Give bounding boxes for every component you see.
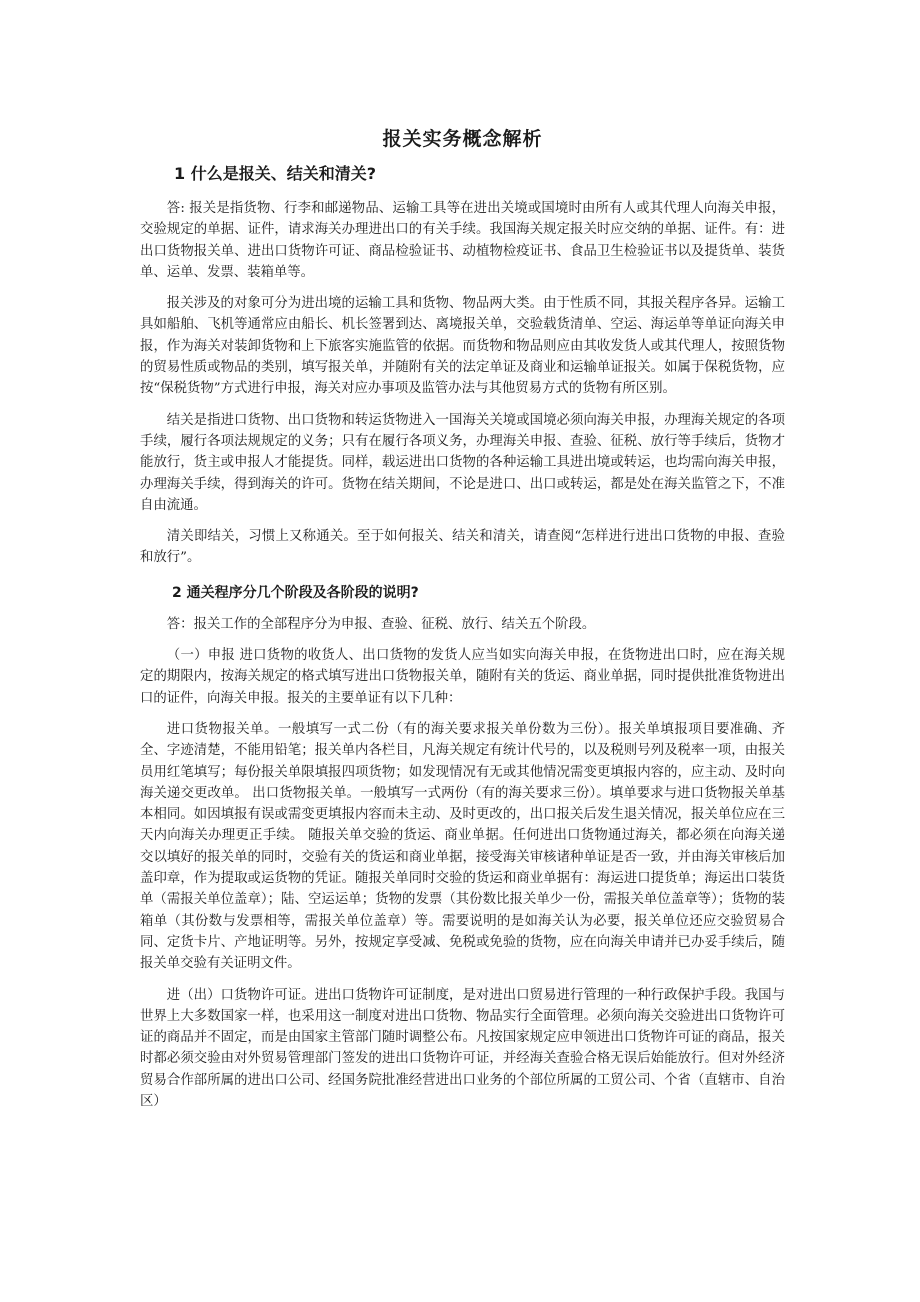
section-2-heading: 2 通关程序分几个阶段及各阶段的说明? [172, 584, 419, 601]
section-1-heading: 1 什么是报关、结关和清关? [174, 164, 376, 183]
paragraph: 进（出）口货物许可证。进出口货物许可证制度，是对进出口贸易进行管理的一种行政保护手段。我国与世界上大多数国家一样，也采用这一制度对进出口货物、物品实行全面管理。必须向海关交验进出口货物许可证的商品并不固定，而是由国家主管部门随时调整公布。凡按国家规定应申领进出口货物许可证的商品，报关时都必须交验由对外贸易管理部门签发的进出口货物许可证，并经海关查验合格无误后始能放行。但对外经济贸易合作部所属的进出口公司、经国务院批准经营进出口业务的个部位所属的工贸公司、个省（直辖市、自治区） [140, 987, 785, 1109]
document-page [140, 0, 785, 1112]
paragraph: 答: 报关是指货物、行李和邮递物品、运输工具等在进出关境或国境时由所有人或其代理人向海关申报，交验规定的单据、证件，请求海关办理进出口的有关手续。我国海关规定报关时应交纳的单据、证件。有：进出口货物报关单、进出口货物许可证、商品检验证书、动植物检疫证书、食品卫生检验证书以及提货单、装货单、运单、发票、装箱单等。 [140, 201, 785, 280]
page-title: 报关实务概念解析 [382, 128, 543, 150]
paragraph: （一）申报 进口货物的收货人、出口货物的发货人应当如实向海关申报，在货物进出口时，应在海关规定的期限内，按海关规定的格式填写进出口货物报关单，随附有关的货运、商业单据，同时提供批准货物进出口的证件，向海关申报。报关的主要单证有以下几种： [140, 648, 785, 706]
paragraph: 清关即结关，习惯上又称通关。至于如何报关、结关和清关，请查阅“怎样进行进出口货物的申报、查验和放行”。 [140, 529, 785, 566]
paragraph: 进口货物报关单。一般填写一式二份（有的海关要求报关单份数为三份）。报关单填报项目要准确、齐全、字迹清楚，不能用铅笔；报关单内各栏目，凡海关规定有统计代号的，以及税则号列及税率一项，由报关员用红笔填写；每份报关单限填报四项货物；如发现情况有无或其他情况需变更填报内容的，应主动、及时向海关递交更改单。 出口货物报关单。一般填写一式两份（有的海关要求三份）。填单要求与进口货物报关单基本相同。如因填报有误或需变更填报内容而未主动、及时更改的，出口报关后发生退关情况，报关单位应在三天内向海关办理更正手续。 随报关单交验的货运、商业单据。任何进出口货物通过海关，都必须在向海关递交以填好的报关单的同时，交验有关的货运和商业单据，接受海关审核诸种单证是否一致，并由海关审核后加盖印章，作为提取或运货物的凭证。随报关单同时交验的货运和商业单据有：海运进口提货单；海运出口装货单（需报关单位盖章）；陆、空运运单；货物的发票（其份数比报关单少一份，需报关单位盖章等）；货物的装箱单（其份数与发票相等，需报关单位盖章）等。需要说明的是如海关认为必要，报关单位还应交验贸易合同、定货卡片、产地证明等。另外，按规定享受减、免税或免验的货物，应在向海关申请并已办妥手续后，随报关单交验有关证明文件。 [140, 721, 785, 972]
paragraph: 答：报关工作的全部程序分为申报、查验、征税、放行、结关五个阶段。 [166, 616, 596, 632]
paragraph: 报关涉及的对象可分为进出境的运输工具和货物、物品两大类。由于性质不同，其报关程序各异。运输工具如船舶、飞机等通常应由船长、机长签署到达、离境报关单，交验载货清单、空运、海运单等单证向海关申报，作为海关对装卸货物和上下旅客实施监管的依据。而货物和物品则应由其收发货人或其代理人，按照货物的贸易性质或物品的类别，填写报关单，并随附有关的法定单证及商业和运输单证报关。如属于保税货物，应按“保税货物”方式进行申报，海关对应办事项及监管办法与其他贸易方式的货物有所区别。 [140, 296, 785, 397]
paragraph: 结关是指进口货物、出口货物和转运货物进入一国海关关境或国境必须向海关申报，办理海关规定的各项手续，履行各项法规规定的义务；只有在履行各项义务，办理海关申报、查验、征税、放行等手续后，货物才能放行，货主或申报人才能提货。同样，载运进出口货物的各种运输工具进出境或转运，也均需向海关申报，办理海关手续，得到海关的许可。货物在结关期间，不论是进口、出口或转运，都是处在海关监管之下，不准自由流通。 [140, 412, 785, 513]
